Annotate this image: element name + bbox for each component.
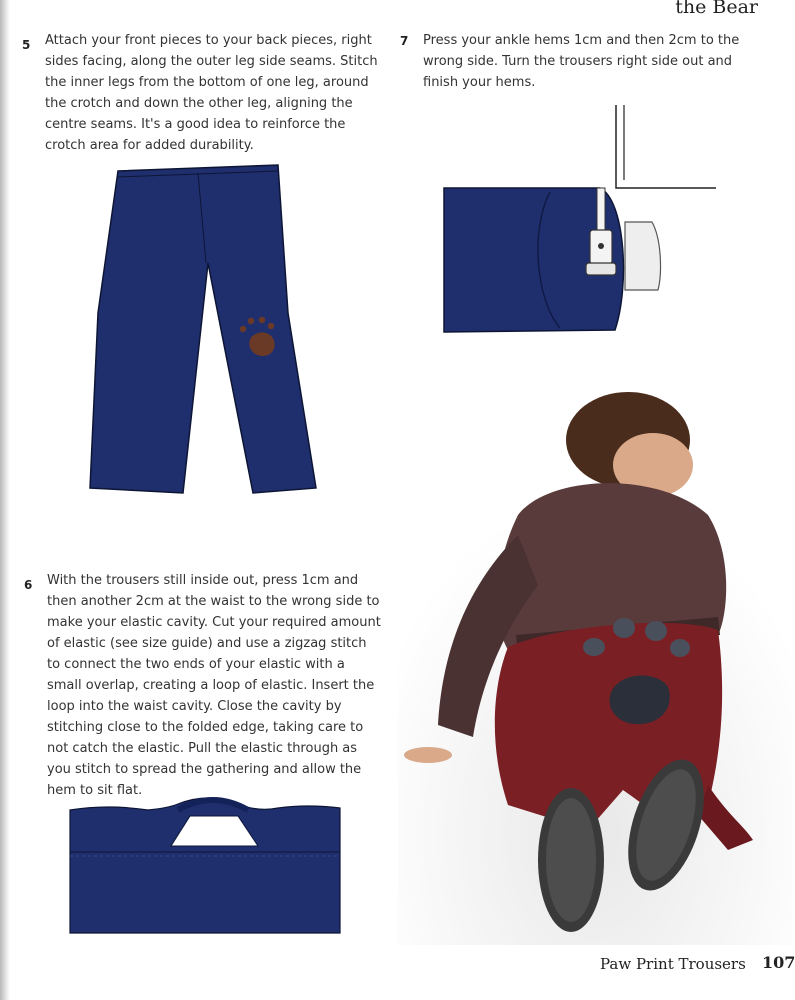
step-7 [423, 30, 753, 93]
step-7-text: Press your ankle hems 1cm and then 2cm to the wrong side. Turn the trousers right side out and finish your hems. [423, 33, 740, 90]
hemming-illustration [440, 100, 730, 340]
step-5-text: Attach your front pieces to your back pieces, right sides facing, along the outer leg side seams. Stitch the inner legs from the bottom of one leg, around the crotch and down the other leg, aligning the centre seams. It's a good idea to reinforce the crotch area for added durability. [45, 33, 378, 153]
child-photo [398, 385, 792, 945]
book-spine-shadow [0, 0, 10, 1000]
step-6-text: With the trousers still inside out, press 1cm and then another 2cm at the waist to the wrong side to make your elastic cavity. Cut your required amount of elastic (see size guide) and use a zigzag stitch to connect the two ends of your elastic with a small overlap, creating a loop of elastic. Insert the loop into the waist cavity. Close the cavity by stitching close to the folded edge, taking care to not catch the elastic. Pull the elastic through as you stitch to spread the gathering and allow the hem to sit flat. [47, 573, 381, 798]
step-6-number: 6 [24, 578, 33, 592]
waistband-illustration [68, 790, 343, 935]
running-head: the Bear [675, 0, 758, 18]
step-5 [45, 30, 380, 156]
page-number: 107 [762, 953, 795, 972]
footer-section-title: Paw Print Trousers [600, 955, 746, 973]
trousers-illustration [88, 163, 318, 498]
child-hand-icon [404, 747, 452, 763]
step-6 [47, 570, 382, 801]
step-7-number: 7 [400, 34, 409, 48]
step-5-number: 5 [22, 38, 31, 52]
